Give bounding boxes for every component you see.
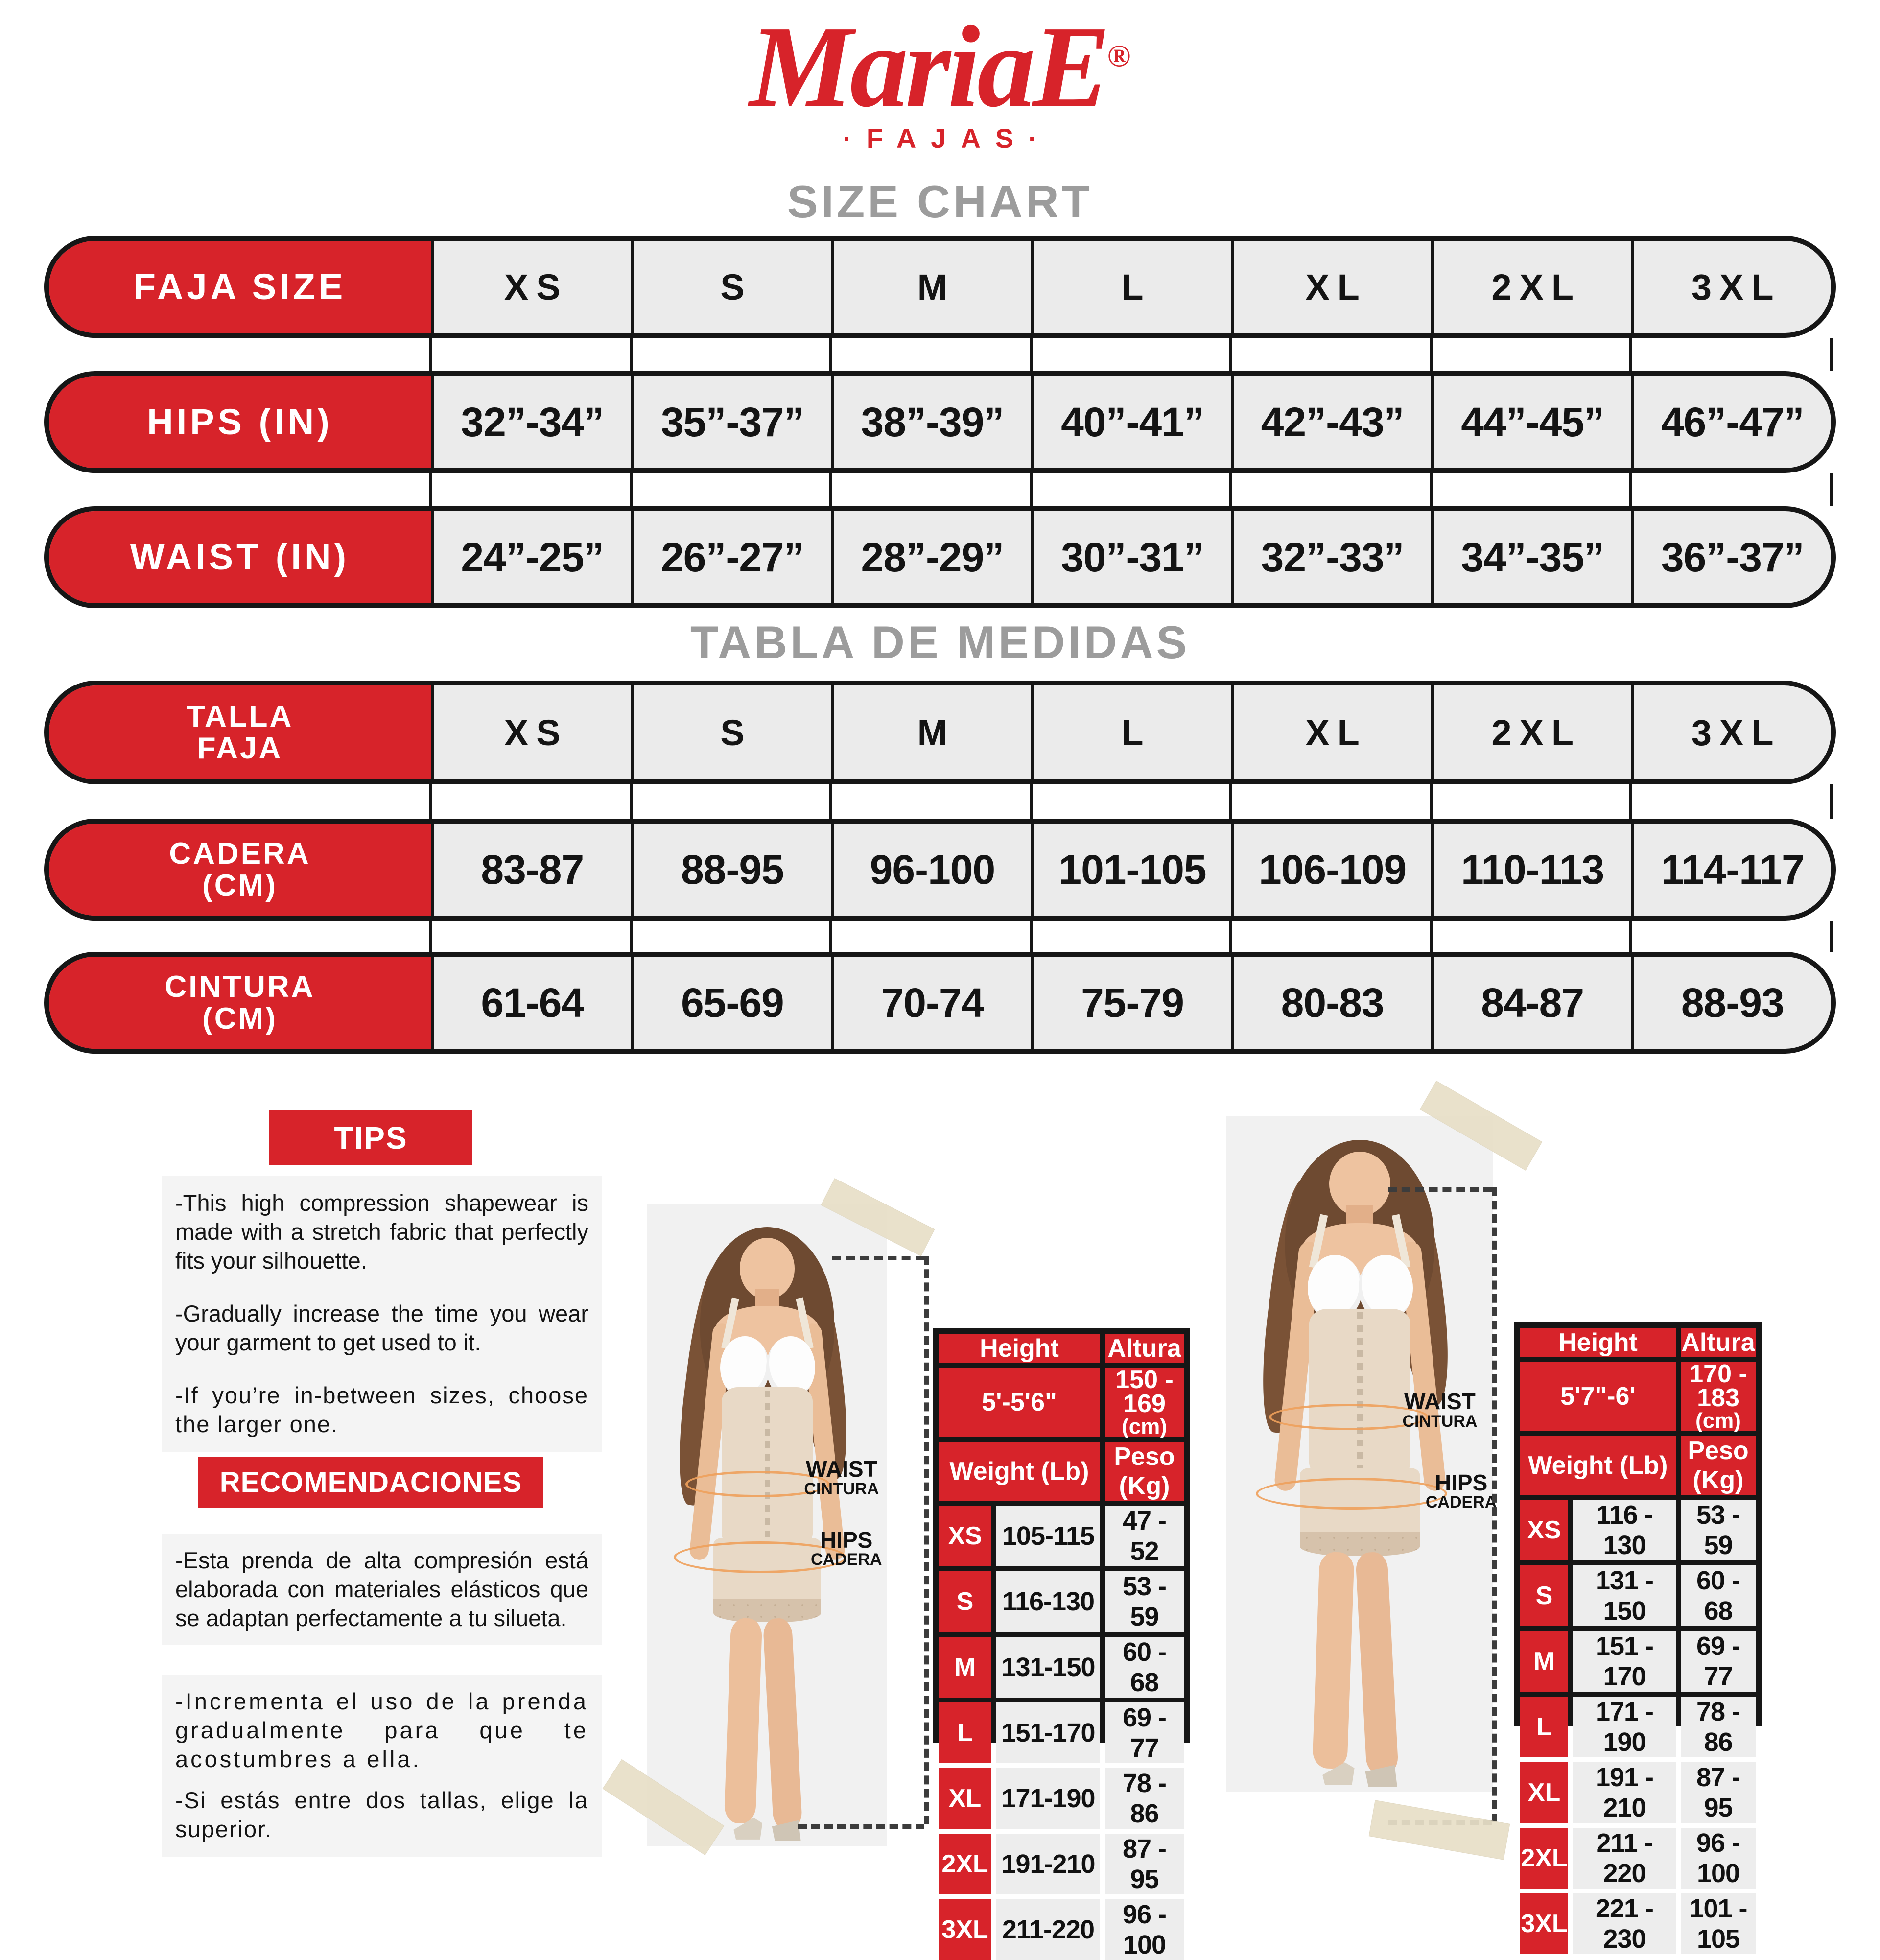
cintura-cell: 88-93 [1631,957,1831,1049]
altura-header: Altura [1105,1334,1184,1363]
lb-value: 191 - 210 [1573,1762,1676,1823]
size-label: M [939,1637,991,1698]
height-header: Height [1520,1328,1676,1357]
size-label: 3XL [939,1899,991,1960]
size-cell: M [831,241,1031,333]
kg-value: 101 - 105 [1681,1893,1756,1954]
dashed-frame [924,1256,929,1824]
hips-cell: 38”-39” [831,376,1031,468]
lb-value: 131-150 [996,1637,1100,1698]
row-label-cadera: CADERA (CM) [49,824,431,916]
hips-cell: 32”-34” [431,376,631,468]
size-label: XL [939,1768,991,1829]
cadera-cell: 110-113 [1431,824,1631,916]
talla-cell: 3XL [1631,685,1831,779]
dashed-frame [798,1824,924,1829]
kg-value: 78 - 86 [1105,1768,1184,1829]
talla-cell: M [831,685,1031,779]
size-label: 2XL [1520,1828,1568,1889]
row-talla-faja [44,681,1836,784]
waist-label: WAIST CINTURA [1402,1388,1478,1431]
dashed-frame [1388,1187,1492,1192]
size-cell: XL [1231,241,1431,333]
waist-label: WAIST CINTURA [804,1456,879,1499]
height-header: Height [939,1334,1100,1363]
kg-value: 96 - 100 [1105,1899,1184,1960]
model-figure [1226,1116,1493,1792]
cintura-cell: 84-87 [1431,957,1631,1049]
hips-cell: 40”-41” [1031,376,1231,468]
tip-item: -This high compression shapewear is made with a stretch fabric that perfectly fits your silhouette. [162,1176,602,1288]
size-label: S [1520,1565,1568,1626]
talla-cell: S [631,685,831,779]
cadera-cell: 88-95 [631,824,831,916]
size-cell: XS [431,241,631,333]
recomendacion-item: -Incrementa el uso de la prenda gradualmente para que te acostumbres a ella. [162,1675,602,1786]
height-value: 5'7"-6' [1520,1362,1676,1431]
tips-header: TIPS [269,1110,472,1165]
hips-cell: 35”-37” [631,376,831,468]
cadera-cell: 83-87 [431,824,631,916]
brand-logo [0,2,1880,154]
column-connectors [429,921,1833,952]
tip-item: -Gradually increase the time you wear your garment to get used to it. [162,1287,602,1370]
lb-value: 211 - 220 [1573,1828,1676,1889]
row-cadera-cm [44,819,1836,921]
talla-cell: XS [431,685,631,779]
cintura-cell: 75-79 [1031,957,1231,1049]
tape-piece [1369,1800,1510,1860]
kg-value: 96 - 100 [1681,1828,1756,1889]
waist-cell: 28”-29” [831,511,1031,603]
altura-value: 170 - 183 (cm) [1681,1362,1756,1431]
recomendacion-item: -Esta prenda de alta compresión está elaborada con materiales elásticos que se adaptan perfectamente a tu silueta. [162,1534,602,1645]
tabla-heading: TABLA DE MEDIDAS [690,616,1190,668]
tip-item: -If you’re in-between sizes, choose the larger one. [162,1369,602,1452]
row-cintura-cm [44,952,1836,1054]
weight-header: Weight (Lb) [1520,1436,1676,1495]
waist-cell: 26”-27” [631,511,831,603]
model-photo-right [1226,1116,1497,1792]
lb-value: 151-170 [996,1702,1100,1763]
kg-value: 69 - 77 [1105,1702,1184,1763]
cadera-cell: 106-109 [1231,824,1431,916]
kg-value: 47 - 52 [1105,1506,1184,1566]
waist-cell: 30”-31” [1031,511,1231,603]
model-figure [647,1204,887,1846]
hips-label: HIPS CADERA [810,1527,882,1569]
size-label: L [1520,1697,1568,1757]
cintura-cell: 80-83 [1231,957,1431,1049]
size-label: XS [939,1506,991,1566]
peso-header: Peso (Kg) [1681,1436,1756,1495]
lb-value: 171-190 [996,1768,1100,1829]
row-label-talla: TALLA FAJA [49,685,431,779]
dashed-frame [832,1256,924,1260]
lb-value: 221 - 230 [1573,1893,1676,1954]
fit-table-short [933,1328,1190,1960]
lb-value: 116 - 130 [1573,1500,1676,1560]
size-cell: L [1031,241,1231,333]
cadera-cell: 96-100 [831,824,1031,916]
peso-header: Peso (Kg) [1105,1442,1184,1501]
altura-value: 150 - 169 (cm) [1105,1368,1184,1437]
row-faja-size [44,236,1836,338]
lb-value: 211-220 [996,1899,1100,1960]
hips-cell: 46”-47” [1631,376,1831,468]
size-label: M [1520,1631,1568,1692]
size-label: 3XL [1520,1893,1568,1954]
lb-value: 191-210 [996,1834,1100,1894]
registered-mark: ® [1107,38,1131,73]
hips-cell: 42”-43” [1231,376,1431,468]
column-connectors [429,338,1833,371]
kg-value: 87 - 95 [1681,1762,1756,1823]
model-photo-left [647,1204,887,1846]
lb-value: 105-115 [996,1506,1100,1566]
row-label-cintura: CINTURA (CM) [49,957,431,1049]
kg-value: 53 - 59 [1105,1571,1184,1632]
kg-value: 69 - 77 [1681,1631,1756,1692]
recomendaciones-header: RECOMENDACIONES [198,1457,543,1508]
cadera-cell: 101-105 [1031,824,1231,916]
row-waist-in [44,506,1836,608]
size-cell: S [631,241,831,333]
waist-cell: 32”-33” [1231,511,1431,603]
height-value: 5'-5'6" [939,1368,1100,1437]
recomendacion-item: -Si estás entre dos tallas, elige la superior. [162,1773,602,1857]
column-connectors [429,784,1833,819]
lb-value: 131 - 150 [1573,1565,1676,1626]
brand-tagline: ·FAJAS· [843,123,1052,154]
talla-cell: 2XL [1431,685,1631,779]
size-label: L [939,1702,991,1763]
column-connectors [429,473,1833,506]
size-cell: 2XL [1431,241,1631,333]
row-hips-in [44,371,1836,473]
hips-cell: 44”-45” [1431,376,1631,468]
cintura-cell: 70-74 [831,957,1031,1049]
cadera-cell: 114-117 [1631,824,1831,916]
waist-cell: 36”-37” [1631,511,1831,603]
row-label-waist: WAIST (IN) [49,511,431,603]
lb-value: 151 - 170 [1573,1631,1676,1692]
dashed-frame [1492,1187,1497,1822]
cintura-cell: 65-69 [631,957,831,1049]
weight-header: Weight (Lb) [939,1442,1100,1501]
hips-label: HIPS CADERA [1425,1469,1497,1512]
lb-value: 116-130 [996,1571,1100,1632]
kg-value: 78 - 86 [1681,1697,1756,1757]
row-label-hips: HIPS (IN) [49,376,431,468]
kg-value: 60 - 68 [1681,1565,1756,1626]
kg-value: 60 - 68 [1105,1637,1184,1698]
waist-cell: 24”-25” [431,511,631,603]
lb-value: 171 - 190 [1573,1697,1676,1757]
kg-value: 53 - 59 [1681,1500,1756,1560]
size-chart-heading: SIZE CHART [787,176,1093,227]
altura-header: Altura [1681,1328,1755,1357]
brand-name: MariaE® [749,2,1131,131]
size-cell: 3XL [1631,241,1831,333]
kg-value: 87 - 95 [1105,1834,1184,1894]
size-label: XL [1520,1762,1568,1823]
row-label-faja-size: FAJA SIZE [49,241,431,333]
talla-cell: L [1031,685,1231,779]
waist-cell: 34”-35” [1431,511,1631,603]
size-label: 2XL [939,1834,991,1894]
cintura-cell: 61-64 [431,957,631,1049]
fit-table-tall [1514,1322,1762,1954]
size-label: S [939,1571,991,1632]
talla-cell: XL [1231,685,1431,779]
size-label: XS [1520,1500,1568,1560]
